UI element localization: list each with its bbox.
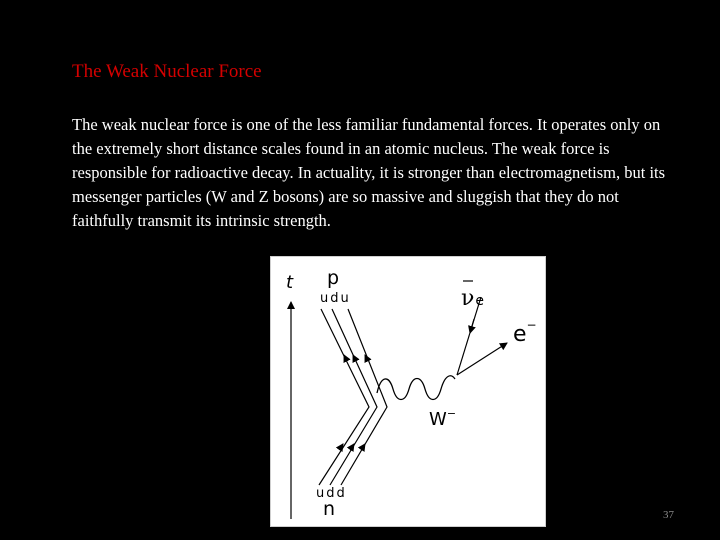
electron-label: e− [513,318,537,347]
proton-label: p [327,267,340,289]
antineutrino-label: νe [461,286,484,311]
w-boson-line [377,376,455,400]
quark-lines [319,309,387,485]
slide-paragraph: The weak nuclear force is one of the less familiar fundamental forces. It operates only on the extremely short distance scales found in an atomic nucleus. The weak force is responsible for radioactive decay. In actuality, it is stronger than electromagnetism, but its messenger particles (W and Z bosons) are so massive and sluggish that they do not faithfully transmit its intrinsic strength. [72,115,666,231]
slide-title: The Weak Nuclear Force [72,61,262,82]
feynman-diagram-svg [271,257,545,526]
w-boson-label: W− [429,407,457,430]
electron-line [457,343,507,375]
antineutrino-arrow [470,319,474,333]
quark-arrow-lower-3 [361,444,365,450]
page-number: 37 [663,509,674,521]
proton-quarks-label: udu [320,291,351,306]
time-axis-label: t [286,272,294,293]
feynman-diagram [270,256,546,527]
neutron-label: n [323,498,336,520]
quark-arrow-upper-2 [353,355,356,361]
neutron-quarks-label: udd [316,486,347,501]
quark-line-2 [330,309,377,485]
